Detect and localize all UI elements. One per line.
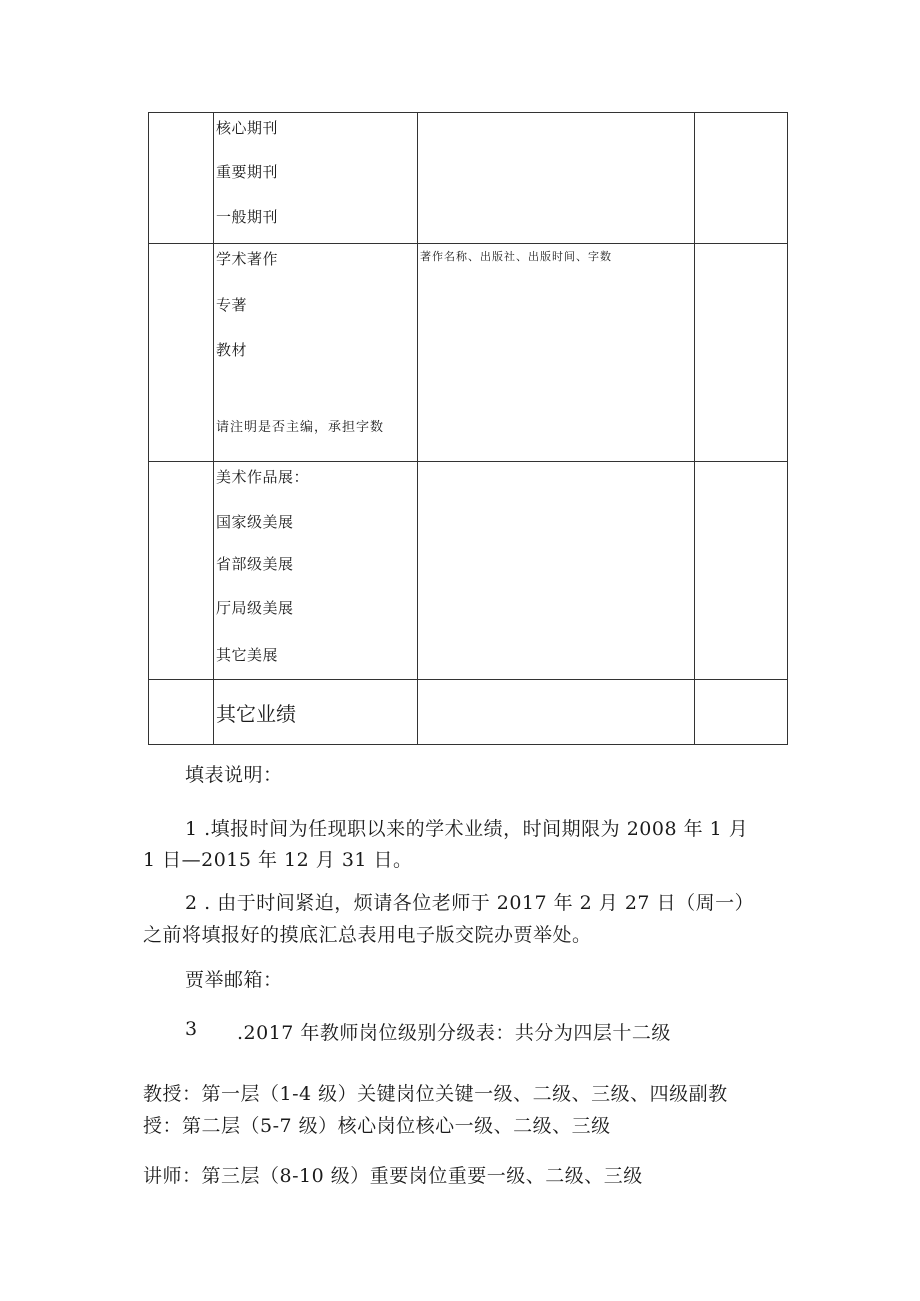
other-achievement-cell [214,680,418,745]
lecturer-levels: 讲师：第三层（8-10 级）重要岗位重要一级、二级、三级 [143,1165,643,1187]
other-achievement-title: 其它业绩 [216,702,296,726]
associate-professor-levels: 授：第二层（5-7 级）核心岗位核心一级、二级、三级 [143,1115,611,1137]
category-item: 其它美展 [216,646,279,664]
email-label: 贾举邮箱： [185,969,283,991]
category-item: 教材 [216,341,248,359]
instruction-2: 2 . 由于时间紧迫，烦请各位老师于 2017 年 2 月 27 日（周一） [185,892,755,914]
instruction-1: 1 .填报时间为任现职以来的学术业绩，时间期限为 2008 年 1 月 [185,818,749,840]
category-item: 一般期刊 [216,208,279,226]
professor-levels: 教授：第一层（1-4 级）关键岗位关键一级、二级、三级、四级副教 [143,1083,728,1105]
instruction-1-cont: 1 日—2015 年 12 月 31 日。 [143,849,413,871]
achievement-table [148,112,788,745]
table-row [149,244,788,462]
blank-cell[interactable] [695,244,788,462]
category-item: 国家级美展 [216,513,294,531]
art-exhibition-cell [214,462,418,680]
detail-cell[interactable] [418,680,695,745]
category-item: 学术著作 [216,250,279,268]
instruction-2-cont: 之前将填报好的摸底汇总表用电子版交院办贾举处。 [143,924,592,946]
detail-cell[interactable] [418,462,695,680]
instructions-heading: 填表说明： [185,764,283,786]
category-item: 厅局级美展 [216,599,294,617]
table-row [149,462,788,680]
editor-note: 请注明是否主编，承担字数 [216,420,385,435]
blank-cell[interactable] [695,680,788,745]
category-item: 重要期刊 [216,163,279,181]
blank-cell[interactable] [695,113,788,244]
detail-cell[interactable] [418,244,695,462]
category-item: 省部级美展 [216,555,294,573]
blank-cell[interactable] [695,462,788,680]
blank-cell [149,462,214,680]
book-category-cell [214,244,418,462]
blank-cell [149,244,214,462]
table-row [149,680,788,745]
journal-category-cell [214,113,418,244]
category-item: 美术作品展： [216,468,310,486]
table-row [149,113,788,244]
instruction-3-number: 3 [185,1018,198,1040]
blank-cell [149,680,214,745]
category-item: 专著 [216,296,248,314]
blank-cell [149,113,214,244]
detail-cell[interactable] [418,113,695,244]
book-detail-hint: 著作名称、出版社、出版时间、字数 [420,250,612,263]
category-item: 核心期刊 [216,119,279,137]
instruction-3: .2017 年教师岗位级别分级表：共分为四层十二级 [237,1022,671,1044]
